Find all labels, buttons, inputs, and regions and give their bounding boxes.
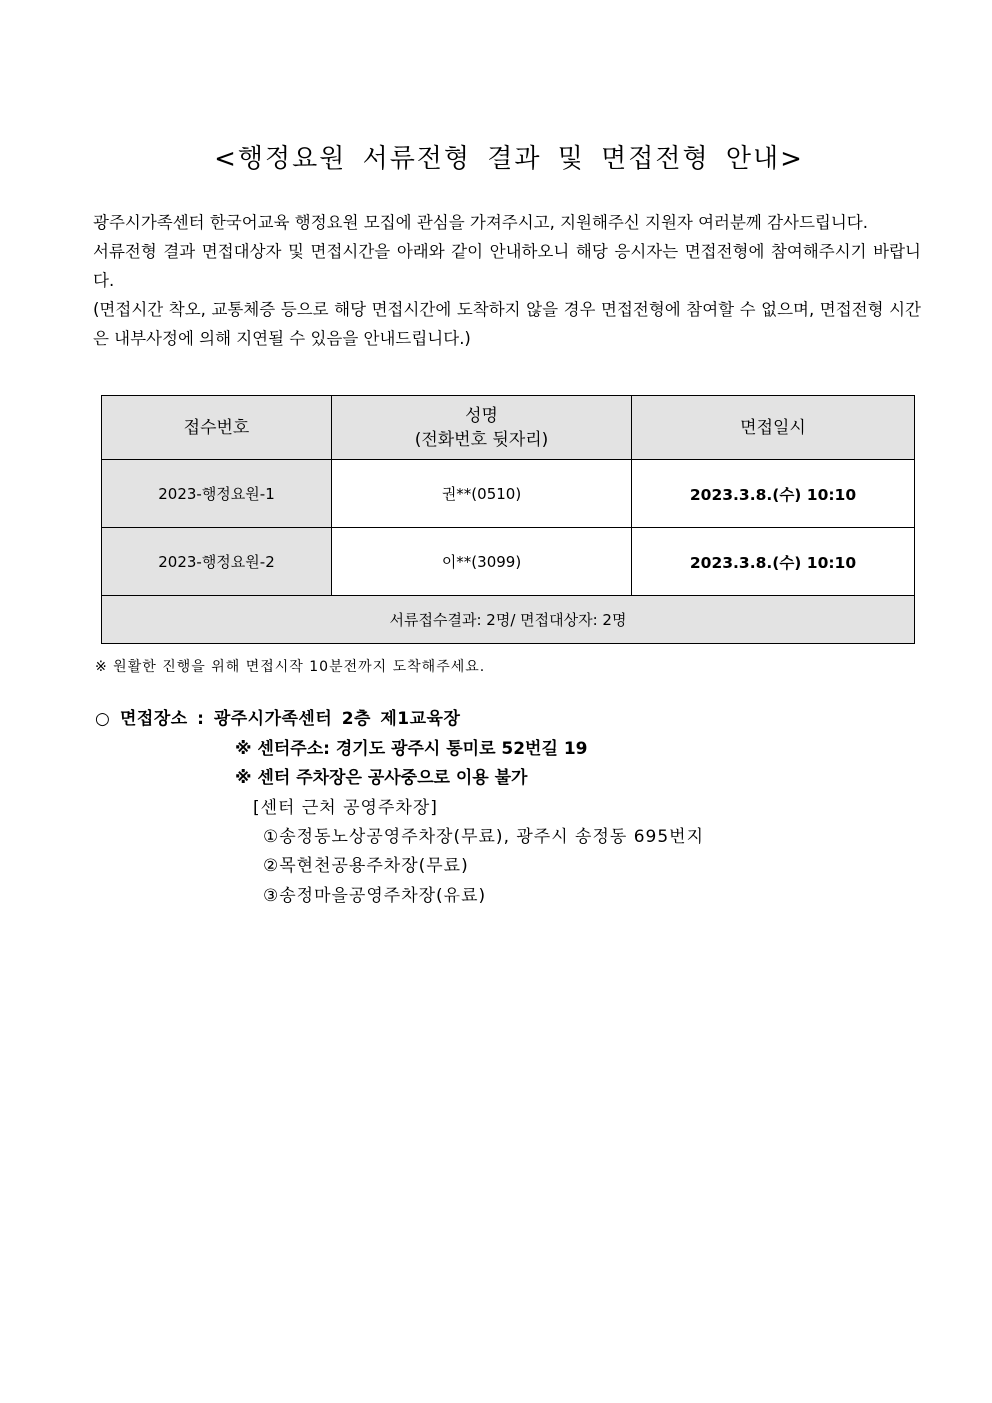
center-address: ※ 센터주소: 경기도 광주시 통미로 52번길 19 [235,739,588,759]
header-datetime: 면접일시 [632,396,915,460]
intro-text [93,208,921,353]
venue-line [95,704,460,729]
cell-number: 2023-행정요원-2 [102,528,332,596]
cell-name: 이**(3099) [332,528,632,596]
summary-cell: 서류접수결과: 2명/ 면접대상자: 2명 [102,596,915,644]
page-title: <행정요원 서류전형 결과 및 면접전형 안내> [214,144,804,174]
intro-paragraph-guidance: 서류전형 결과 면접대상자 및 면접시간을 아래와 같이 안내하오니 해당 응시자는 면접전형에 참여해주시기 바랍니다. [93,242,921,290]
header-name [332,396,632,460]
cell-name: 권**(0510) [332,460,632,528]
circle-bullet-icon: ○ [95,709,111,729]
nearby-parking-item: ①송정동노상공영주차장(무료), 광주시 송정동 695번지 [263,827,705,847]
header-name-label: 성명 [465,405,498,426]
table-header-row [102,396,915,460]
header-name-sub: (전화번호 뒷자리) [414,429,549,450]
intro-paragraph-caution: (면접시간 착오, 교통체증 등으로 해당 면접시간에 도착하지 않을 경우 면접전형에 참여할 수 없으며, 면접전형 시간은 내부사정에 의해 지연될 수 있음을 안내드립니다.) [93,300,921,348]
cell-datetime: 2023.3.8.(수) 10:10 [632,460,915,528]
results-table [101,395,915,644]
parking-notice: ※ 센터 주차장은 공사중으로 이용 불가 [235,768,528,788]
nearby-parking-item: ②목현천공용주차장(무료) [263,856,469,876]
intro-paragraph-thanks: 광주시가족센터 한국어교육 행정요원 모집에 관심을 가져주시고, 지원해주신 지원자 여러분께 감사드립니다. [93,213,868,232]
nearby-parking-item: ③송정마을공영주차장(유료) [263,886,487,906]
cell-datetime: 2023.3.8.(수) 10:10 [632,528,915,596]
table-row [102,460,915,528]
header-number: 접수번호 [102,396,332,460]
table-summary-row [102,596,915,644]
table-row [102,528,915,596]
venue-label: 면접장소 : 광주시가족센터 2층 제1교육장 [120,709,461,729]
nearby-parking-title: [센터 근처 공영주차장] [253,798,438,818]
arrival-note: ※ 원활한 진행을 위해 면접시작 10분전까지 도착해주세요. [95,659,486,675]
cell-number: 2023-행정요원-1 [102,460,332,528]
